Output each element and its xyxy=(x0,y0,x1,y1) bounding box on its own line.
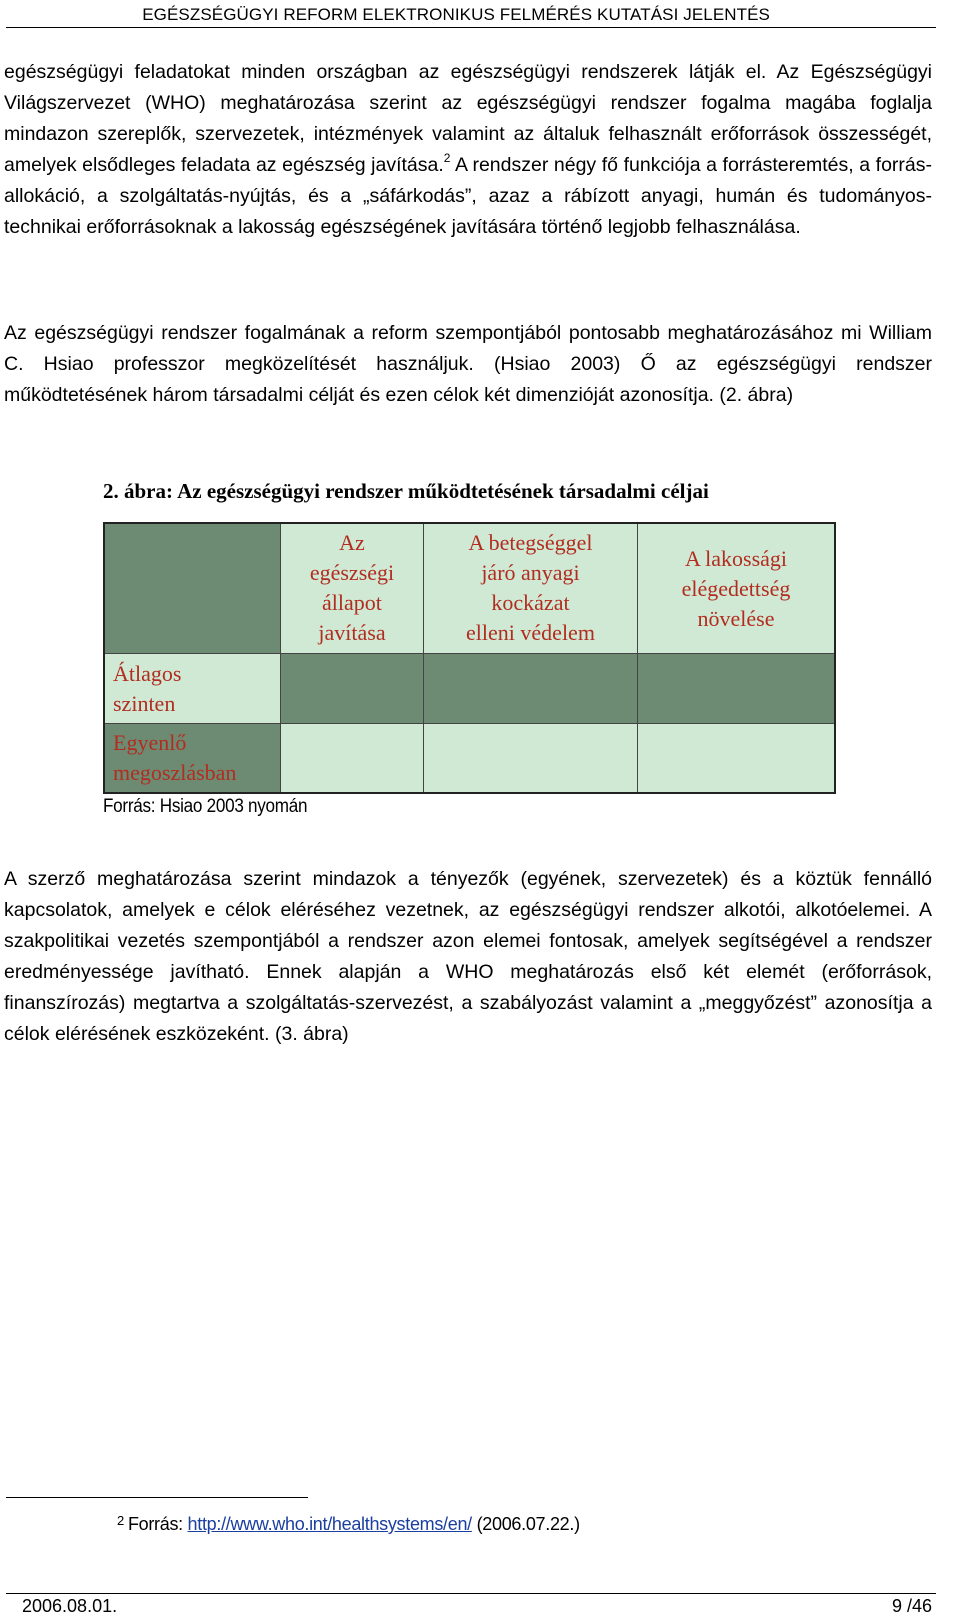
footnote-number: 2 xyxy=(117,1513,124,1528)
column-header-satisfaction: A lakossági elégedettség növelése xyxy=(638,524,834,654)
matrix-cell xyxy=(281,724,424,792)
paragraph-who-definition xyxy=(4,57,932,243)
figure-caption: 2. ábra: Az egészségügyi rendszer működtetésének társadalmi céljai xyxy=(103,479,709,503)
footer-divider xyxy=(6,1593,936,1594)
footnote xyxy=(117,1508,580,1537)
page-number: 9 /46 xyxy=(891,1596,932,1616)
column-header-health-status: Az egészségi állapot javítása xyxy=(281,524,424,654)
figure-source: Forrás: Hsiao 2003 nyomán xyxy=(103,796,308,817)
matrix-corner-cell xyxy=(105,524,281,654)
footnote-prefix: Forrás: xyxy=(127,1514,188,1534)
running-header xyxy=(6,2,936,28)
matrix-cell xyxy=(638,654,834,724)
matrix-cell xyxy=(638,724,834,792)
row-header-equal-distribution: Egyenlő megoszlásban xyxy=(105,724,281,792)
matrix-cell xyxy=(424,654,638,724)
footnote-suffix: (2006.07.22.) xyxy=(471,1514,580,1534)
footer-date: 2006.08.01. xyxy=(22,1596,118,1616)
matrix-cell xyxy=(424,724,638,792)
footnote-reference[interactable]: 2 xyxy=(443,151,451,165)
column-header-financial-protection: A betegséggel járó anyagi kockázat elleni védelem xyxy=(424,524,638,654)
paragraph-hsiao-intro: Az egészségügyi rendszer fogalmának a reform szempontjából pontosabb meghatározásához mi William C. Hsiao professzor megközelítését használjuk. (Hsiao 2003) Ő az egészségügyi rendszer működtetésének három társadalmi célját és ezen célok két dimenzióját azonosítja. (2. ábra) xyxy=(4,322,932,406)
paragraph-system-elements: A szerző meghatározása szerint mindazok a tényezők (egyének, szervezetek) és a köztük fennálló kapcsolatok, amelyek e célok eléréséhez vezetnek, az egészségügyi rendszer alkotói, alkotóelemei. A szakpolitikai vezetés szempontjából a rendszer azon elemei fontosak, amelyek segítségével a rendszer eredményessége javítható. Ennek alapján a WHO meghatározás első két elemét (erőforrások, finanszírozás) megtartva a szolgáltatás-szervezést, a szabályozást valamint a „meggyőzést” azonosítja a célok elérésének eszközeként. (3. ábra) xyxy=(4,868,932,1045)
report-title: EGÉSZSÉGÜGYI REFORM ELEKTRONIKUS FELMÉRÉS KUTATÁSI JELENTÉS xyxy=(142,5,770,24)
paragraph-text: egészségügyi feladatokat minden országban az egészségügyi rendszerek látják el. Az Egészségügyi Világszervezet (WHO) meghatározása szerint az egészségügyi rendszer fogalma magába foglalja mindazon szereplők, szervezetek, intézmények valamint az általuk felhasznált erőforrások összességét, amelyek elsődleges feladata az egészség javítása. xyxy=(4,61,932,176)
row-header-average-level: Átlagos szinten xyxy=(105,654,281,724)
paragraph-text: A rendszer négy fő funkciója a forrásteremtés, a forrás-allokáció, a szolgáltatás-nyújtás, és a „sáfárkodás”, azaz a rábízott anyagi, humán és tudományos-technikai erőforrásoknak a lakosság egészségének javítására történő legjobb felhasználása. xyxy=(4,154,932,238)
footnote-link[interactable]: http://www.who.int/healthsystems/en/ xyxy=(187,1514,472,1534)
footnote-divider xyxy=(6,1497,308,1498)
goals-matrix xyxy=(103,522,836,794)
matrix-cell xyxy=(281,654,424,724)
